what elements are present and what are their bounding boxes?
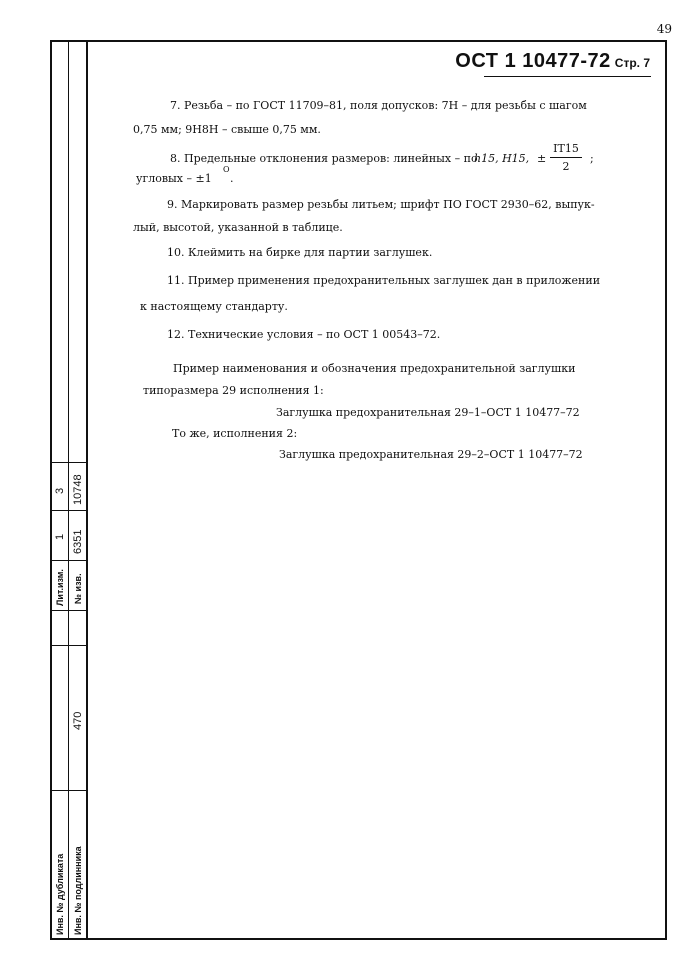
strip-value-470: 470 <box>72 711 84 730</box>
strip-value-6351: 6351 <box>72 529 84 554</box>
item-8-dot: . <box>230 172 234 185</box>
document-header <box>455 50 650 73</box>
item-8-plusminus: ± <box>537 152 547 165</box>
item-11-line-2: к настоящему стандарту. <box>140 300 288 313</box>
standard-code: ОСТ 1 10477-72 <box>455 50 611 72</box>
strip-divider <box>50 560 88 561</box>
strip-divider <box>50 462 88 463</box>
example-designation-2: Заглушка предохранительная 29–2–ОСТ 1 10477–72 <box>279 448 583 461</box>
same-version-2: То же, исполнения 2: <box>172 427 298 440</box>
strip-label-inv-podl: Инв. № подлинника <box>73 846 83 935</box>
item-8-line-2: угловых – ±1 <box>136 172 212 185</box>
strip-divider <box>50 645 88 646</box>
fraction-numerator: IT15 <box>553 142 579 155</box>
item-12: 12. Технические условия – по ОСТ 1 00543–72. <box>167 328 441 341</box>
item-7-line-1: 7. Резьба – по ГОСТ 11709–81, поля допусков: 7Н – для резьбы с шагом <box>170 99 587 112</box>
strip-value-1: 1 <box>54 533 66 540</box>
example-line-1: Пример наименования и обозначения предохранительной заглушки <box>173 362 576 375</box>
item-8-line-1: 8. Предельные отклонения размеров: линейных – по <box>170 152 478 165</box>
strip-divider <box>50 610 88 611</box>
fraction-denominator: 2 <box>562 160 570 173</box>
strip-value-10748: 10748 <box>72 474 84 505</box>
strip-divider <box>50 510 88 511</box>
item-9-line-1: 9. Маркировать размер резьбы литьем; шрифт ПО ГОСТ 2930–62, выпук- <box>167 198 595 211</box>
strip-value-3: 3 <box>54 487 66 494</box>
example-line-2: типоразмера 29 исполнения 1: <box>143 384 324 397</box>
item-8-semicolon: ; <box>590 152 594 165</box>
page-label: Стр. 7 <box>614 56 650 70</box>
header-underline <box>484 76 651 77</box>
item-10: 10. Клеймить на бирке для партии заглушек. <box>167 246 433 259</box>
item-8-fraction <box>550 142 582 173</box>
item-9-line-2: лый, высотой, указанной в таблице. <box>133 221 343 234</box>
page-number: 49 <box>656 22 672 36</box>
strip-label-inv-dubl: Инв. № дубликата <box>55 853 65 935</box>
example-designation-1: Заглушка предохранительная 29–1–ОСТ 1 10477–72 <box>276 406 580 419</box>
strip-divider <box>50 790 88 791</box>
item-8-tolerance: h15, H15, <box>474 152 530 165</box>
item-11-line-1: 11. Пример применения предохранительных заглушек дан в приложении <box>167 274 601 287</box>
strip-label-no-izv: № изв. <box>73 573 83 604</box>
item-8-degree: O <box>223 165 230 174</box>
strip-label-lit-izm: Лит.изм. <box>55 569 65 606</box>
item-7-line-2: 0,75 мм; 9Н8Н – свыше 0,75 мм. <box>133 123 321 136</box>
